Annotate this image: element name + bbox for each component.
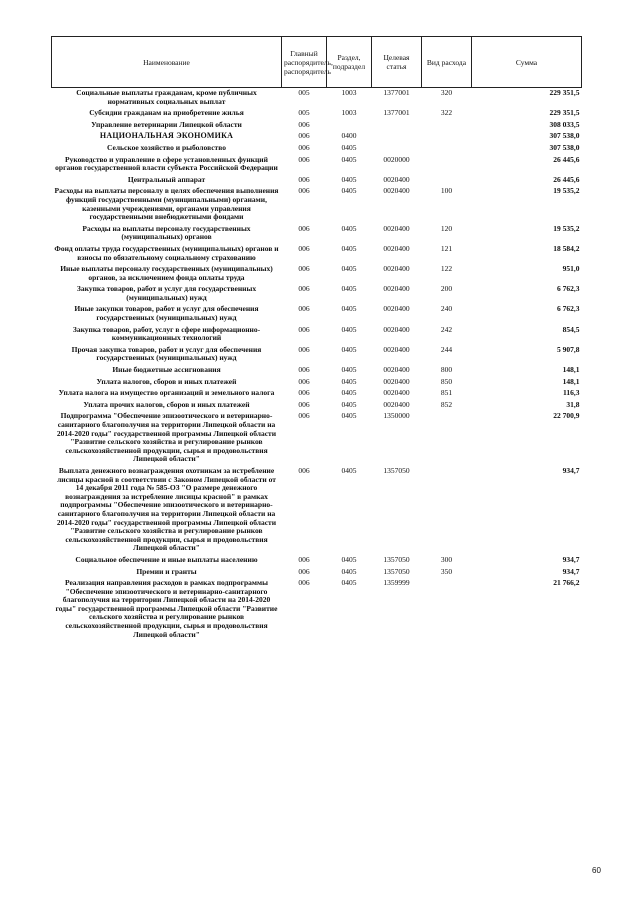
cell-sum: 6 762,3 <box>557 304 580 314</box>
column-header-section: Раздел, подраздел <box>327 37 372 88</box>
cell-grbs: 006 <box>298 411 310 421</box>
page-number: 60 <box>592 866 601 875</box>
cell-grbs: 006 <box>298 131 310 141</box>
cell-name: Выплата денежного вознаграждения охотникам за истребление лисицы красной в соответствии с Законом Липецкой области от 14 декабря 2011 года № 585-ОЗ "О размере денежного вознаграждения за истребление лисицы красной" в рамках подпрограммы "Обеспечение эпизоотического и ветеринарно-санитарного благополучия на территории Липецкой области на 2014-2020 годы" государственной программы Липецкой области "Развитие сельского хозяйства и регулирование рынков сельскохозяйственной продукции, сырья и продовольствия Липецкой области" <box>56 465 277 553</box>
column-header-target: Целевая статья <box>372 37 422 88</box>
cell-target: 1357050 <box>383 566 410 576</box>
table-row <box>52 325 582 345</box>
cell-expense <box>422 143 472 155</box>
table-row <box>52 120 582 132</box>
cell-expense <box>422 175 472 187</box>
cell-target <box>372 143 422 155</box>
table-row <box>52 175 582 187</box>
cell-target <box>372 120 422 132</box>
cell-grbs: 006 <box>298 566 310 576</box>
cell-target: 0020400 <box>383 243 410 253</box>
cell-expense: 300 <box>440 554 453 564</box>
cell-name: Реализация направления расходов в рамках подпрограммы "Обеспечение эпизоотического и ветеринарно-санитарного благополучия на территории Липецкой области на 2014-2020 годы" государственной программы Липецкой области "Развитие сельского хозяйства и регулирование рынков сельскохозяйственной продукции, сырья и продовольствия Липецкой области" <box>55 578 278 639</box>
cell-target: 0020400 <box>383 304 410 314</box>
cell-sum: 5 907,8 <box>557 344 580 354</box>
table-row <box>52 345 582 365</box>
table-row <box>52 555 582 567</box>
cell-sum: 934,7 <box>562 566 580 576</box>
cell-target: 0020400 <box>383 264 410 274</box>
cell-section: 0405 <box>341 264 357 274</box>
cell-sum: 26 445,6 <box>553 154 580 164</box>
table-body <box>52 88 582 642</box>
cell-name: Прочая закупка товаров, работ и услуг для обеспечения государственных (муниципальных) нужд <box>71 344 262 363</box>
table-row <box>52 108 582 120</box>
cell-name: Фонд оплаты труда государственных (муниципальных) органов и взносы по обязательному социальному страхованию <box>54 243 279 262</box>
cell-sum: 934,7 <box>562 465 580 475</box>
cell-expense: 350 <box>440 566 453 576</box>
budget-table <box>51 36 582 641</box>
cell-section: 0405 <box>341 554 357 564</box>
cell-section: 0400 <box>341 131 357 141</box>
cell-sum: 21 766,2 <box>553 578 580 588</box>
cell-sum: 19 535,2 <box>553 223 580 233</box>
cell-grbs: 006 <box>298 324 310 334</box>
cell-target: 0020400 <box>383 186 410 196</box>
cell-section: 0405 <box>341 399 357 409</box>
cell-expense: 240 <box>440 304 453 314</box>
cell-expense: 200 <box>440 284 453 294</box>
table-row <box>52 377 582 389</box>
cell-target: 1357050 <box>383 465 410 475</box>
cell-grbs: 006 <box>298 344 310 354</box>
cell-expense: 242 <box>440 324 453 334</box>
cell-section: 0405 <box>341 344 357 354</box>
cell-name: Закупка товаров, работ и услуг для государственных (муниципальных) нужд <box>76 284 257 302</box>
cell-sum: 6 762,3 <box>557 284 580 294</box>
table-row <box>52 578 582 641</box>
cell-name: Закупка товаров, работ, услуг в сфере информационно-коммуникационных технологий <box>72 324 261 343</box>
cell-grbs: 006 <box>298 578 310 588</box>
cell-grbs: 005 <box>298 108 310 118</box>
cell-target: 0020400 <box>383 388 410 398</box>
column-header-name: Наименование <box>52 37 282 88</box>
cell-section: 0405 <box>341 304 357 314</box>
cell-grbs: 006 <box>298 376 310 386</box>
cell-name: Уплата налогов, сборов и иных платежей <box>96 376 237 386</box>
cell-sum: 854,5 <box>562 324 580 334</box>
cell-sum: 307 538,0 <box>549 131 580 141</box>
cell-expense <box>422 578 472 641</box>
cell-name: Управление ветеринарии Липецкой области <box>91 119 242 129</box>
cell-sum: 229 351,5 <box>549 88 580 97</box>
cell-sum: 148,1 <box>562 365 580 375</box>
cell-section: 0405 <box>341 388 357 398</box>
cell-grbs: 006 <box>298 304 310 314</box>
cell-section: 0405 <box>341 365 357 375</box>
table-header <box>52 37 582 88</box>
cell-expense: 800 <box>440 365 453 375</box>
column-header-sum: Сумма <box>472 37 582 88</box>
cell-name: Уплата налога на имущество организаций и земельного налога <box>58 388 275 398</box>
cell-name: Уплата прочих налогов, сборов и иных платежей <box>83 399 250 409</box>
cell-expense <box>422 120 472 132</box>
cell-sum: 229 351,5 <box>549 108 580 118</box>
table-row <box>52 224 582 244</box>
cell-sum: 31,8 <box>566 399 580 409</box>
cell-section: 0405 <box>341 411 357 421</box>
table-row <box>52 131 582 143</box>
cell-expense: 851 <box>440 388 453 398</box>
cell-section: 0405 <box>341 243 357 253</box>
cell-expense: 120 <box>440 223 453 233</box>
cell-section: 0405 <box>341 142 357 152</box>
cell-target: 0020400 <box>383 365 410 375</box>
cell-target: 1377001 <box>383 108 410 118</box>
cell-grbs: 006 <box>298 388 310 398</box>
cell-name: НАЦИОНАЛЬНАЯ ЭКОНОМИКА <box>99 131 234 141</box>
cell-expense: 322 <box>440 108 453 118</box>
cell-name: Субсидии гражданам на приобретение жилья <box>89 108 244 118</box>
cell-expense: 100 <box>440 186 453 196</box>
cell-grbs: 006 <box>298 399 310 409</box>
column-header-expense: Вид расхода <box>422 37 472 88</box>
cell-section: 0405 <box>341 566 357 576</box>
cell-expense <box>422 131 472 143</box>
table-row <box>52 466 582 555</box>
cell-name: Иные бюджетные ассигнования <box>112 365 221 375</box>
cell-sum: 148,1 <box>562 376 580 386</box>
cell-name: Сельское хозяйство и рыболовство <box>107 142 226 152</box>
cell-name: Иные закупки товаров, работ и услуг для обеспечения государственных (муниципальных) нужд <box>74 304 259 323</box>
cell-sum: 19 535,2 <box>553 186 580 196</box>
cell-expense: 121 <box>440 243 453 253</box>
cell-target: 1377001 <box>383 88 410 97</box>
column-header-grbs: Главный распорядитель, распорядитель <box>282 37 327 88</box>
cell-target: 0020400 <box>383 174 410 184</box>
table-row <box>52 411 582 466</box>
cell-name: Социальное обеспечение и иные выплаты населению <box>75 554 258 564</box>
cell-grbs: 006 <box>298 554 310 564</box>
table-row <box>52 400 582 412</box>
cell-grbs: 006 <box>298 284 310 294</box>
cell-section: 1003 <box>341 108 357 118</box>
cell-section: 0405 <box>341 174 357 184</box>
cell-sum: 116,3 <box>563 388 580 398</box>
cell-grbs: 006 <box>298 365 310 375</box>
cell-sum: 934,7 <box>562 554 580 564</box>
cell-name: Премии и гранты <box>136 566 197 576</box>
cell-expense <box>422 155 472 175</box>
cell-section: 0405 <box>341 186 357 196</box>
cell-name: Расходы на выплаты персоналу в целях обеспечения выполнения функций государственными (муниципальными) органами, казенными учреждениями, органами управления государственными внебюджетными фондами <box>54 186 279 222</box>
cell-target: 0020400 <box>383 376 410 386</box>
cell-section: 0405 <box>341 284 357 294</box>
cell-target: 1350000 <box>383 411 410 421</box>
cell-grbs: 006 <box>298 243 310 253</box>
cell-expense: 122 <box>440 264 453 274</box>
table-row <box>52 264 582 284</box>
cell-target: 0020400 <box>383 399 410 409</box>
cell-target: 0020400 <box>383 324 410 334</box>
cell-target: 1359999 <box>383 578 410 588</box>
cell-grbs: 006 <box>298 142 310 152</box>
cell-target: 1357050 <box>383 554 410 564</box>
cell-grbs: 006 <box>298 174 310 184</box>
cell-expense: 850 <box>440 376 453 386</box>
table-row <box>52 365 582 377</box>
cell-section: 0405 <box>341 578 357 588</box>
cell-name: Расходы на выплаты персоналу государственных (муниципальных) органов <box>82 223 251 242</box>
cell-section: 0405 <box>341 376 357 386</box>
cell-name: Центральный аппарат <box>127 174 206 184</box>
cell-section: 0405 <box>341 465 357 475</box>
cell-sum: 308 033,5 <box>549 119 580 129</box>
cell-sum: 951,0 <box>562 264 580 274</box>
cell-name: Подпрограмма "Обеспечение эпизоотического и ветеринарно-санитарного благополучия на территории Липецкой области на 2014-2020 годы" государственной программы Липецкой области "Развитие сельского хозяйства и регулирование рынков сельскохозяйственной продукции, сырья и продовольствия Липецкой области" <box>56 411 277 464</box>
cell-grbs: 006 <box>298 186 310 196</box>
cell-section: 0405 <box>341 223 357 233</box>
cell-target: 0020400 <box>383 344 410 354</box>
table-row <box>52 388 582 400</box>
cell-section <box>327 120 372 132</box>
cell-sum: 22 700,9 <box>553 411 580 421</box>
table-row <box>52 88 582 109</box>
cell-name: Руководство и управление в сфере установленных функций органов государственной власти субъекта Российской Федерации <box>55 154 278 173</box>
table-row <box>52 284 582 304</box>
cell-expense: 244 <box>440 344 453 354</box>
cell-expense <box>422 411 472 466</box>
table-row <box>52 143 582 155</box>
cell-section: 0405 <box>341 154 357 164</box>
cell-target: 0020400 <box>383 223 410 233</box>
cell-sum: 26 445,6 <box>553 174 580 184</box>
cell-sum: 307 538,0 <box>549 142 580 152</box>
cell-grbs: 006 <box>298 119 310 129</box>
table-row <box>52 567 582 579</box>
cell-grbs: 006 <box>298 264 310 274</box>
cell-grbs: 006 <box>298 223 310 233</box>
cell-expense <box>422 466 472 555</box>
cell-expense: 320 <box>440 88 453 97</box>
table-row <box>52 155 582 175</box>
cell-grbs: 005 <box>298 88 310 97</box>
cell-sum: 18 584,2 <box>553 243 580 253</box>
cell-target: 0020400 <box>383 284 410 294</box>
cell-name: Социальные выплаты гражданам, кроме публичных нормативных социальных выплат <box>76 88 257 106</box>
table-row <box>52 244 582 264</box>
cell-name: Иные выплаты персоналу государственных (муниципальных) органов, за исключением фонда оплаты труда <box>60 264 273 282</box>
cell-section: 1003 <box>341 88 357 97</box>
table-row <box>52 304 582 324</box>
table-row <box>52 186 582 223</box>
cell-section: 0405 <box>341 324 357 334</box>
cell-grbs: 006 <box>298 154 310 164</box>
cell-expense: 852 <box>440 399 453 409</box>
cell-target: 0020000 <box>383 154 410 164</box>
cell-target <box>372 131 422 143</box>
cell-grbs: 006 <box>298 465 310 475</box>
